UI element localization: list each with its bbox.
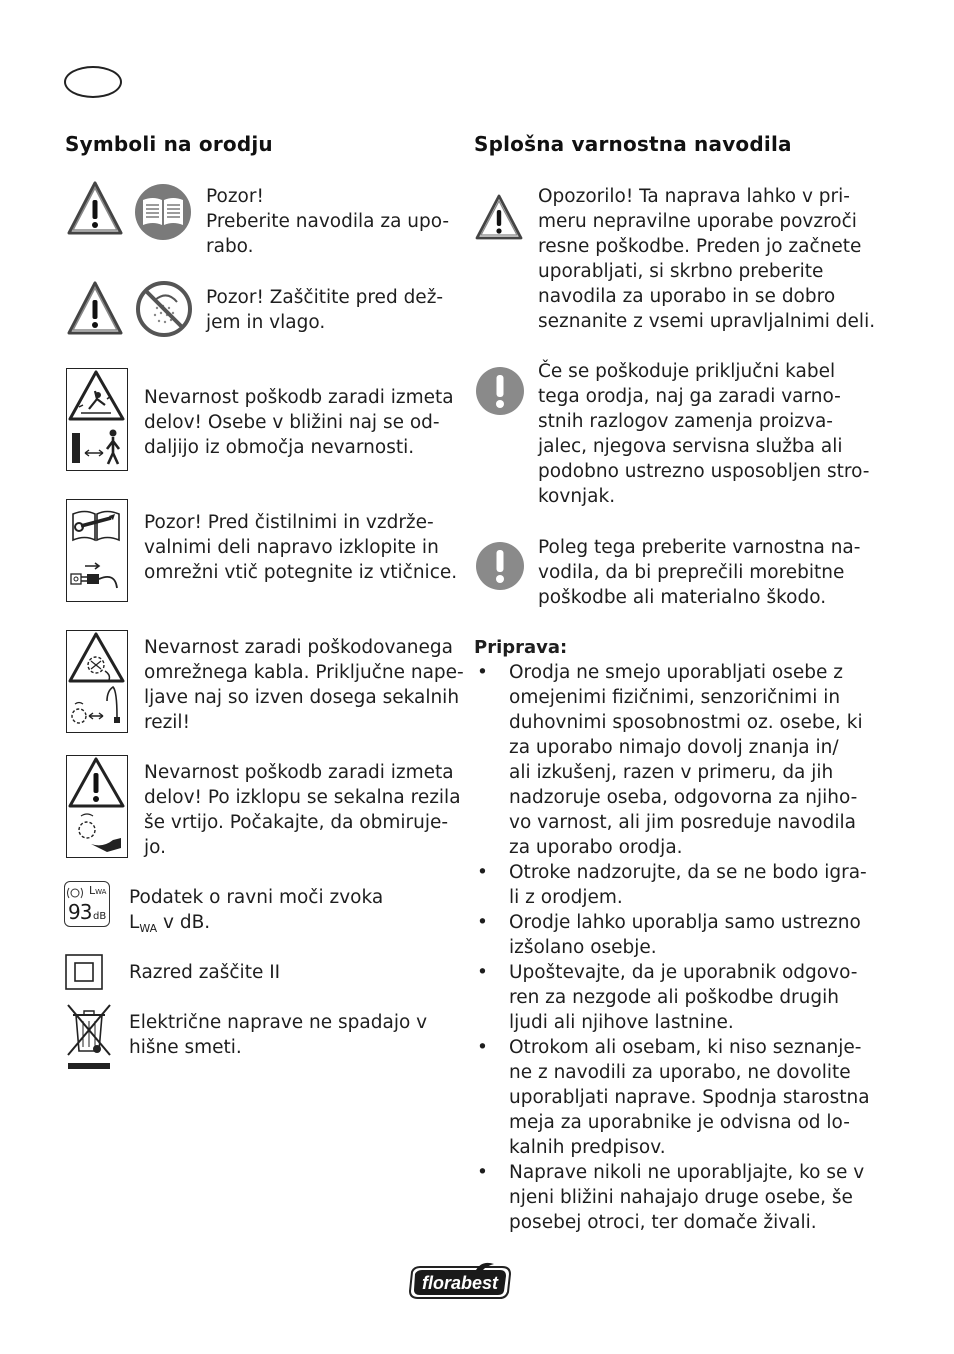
weee-bin-icon [64,1003,114,1071]
warning-triangle-icon [66,180,124,236]
sound-power-level-icon: LWA 93 dB [64,881,110,927]
protection-class-ii-icon [65,954,103,990]
no-rain-icon [135,280,193,338]
warning-triangle-icon [474,193,524,241]
unplug-maintenance-icon [66,499,128,602]
preparation-heading: Priprava: [474,637,568,658]
symbol-text-class-ii: Razred zaščite II [129,962,281,983]
symbol-text-sound-power: Podatek o ravni moči zvoka $L_{WA}$ v dB. [129,887,384,935]
symbol-text-thrown-parts: Nevarnost poškodb zaradi izmeta delov! Osebe v bližini naj se od- daljijo iz območja nevarnosti. [144,387,454,458]
damaged-cable-icon [66,630,128,733]
symbol-text-blades-rotate: Nevarnost poškodb zaradi izmeta delov! Po izklopu se sekalna rezila še vrtijo. Počakajte, da obmiruje- jo. [144,762,461,858]
symbol-text-weee: Električne naprave ne spadajo v hišne smeti. [129,1012,428,1058]
read-manual-icon [133,183,193,241]
list-item: • Orodja ne smejo uporabljati osebe z omejenimi fizičnimi, senzoričnimi in duhovnimi sposobnostmi oz. osebe, ki za uporabo nimajo dovolj znanja in/ ali izkušenj, razen v primeru, da jih nadzoruje oseba, odgovorna za njiho- vo varnost, ali jim posreduje navodila za uporabo orodja. [474,660,874,860]
svg-text:florabest: florabest [421,1273,499,1293]
exclamation-circle-icon [475,541,525,591]
symbol-text-unplug: Pozor! Pred čistilnimi in vzdrže- valnimi deli napravo izklopite in omrežni vtič potegnite iz vtičnice. [144,512,458,583]
list-item: • Orodje lahko uporablja samo ustrezno izšolano osebje. [474,910,874,960]
symbol-text-damaged-cable: Nevarnost zaradi poškodovanega omrežnega kabla. Priključne nape- ljave naj so izven dosega sekalnih rezil! [144,637,464,733]
thrown-parts-icon [66,368,128,471]
blades-rotate-icon [66,755,128,858]
list-item: • Naprave nikoli ne uporabljajte, ko se v njeni bližini nahajajo druge osebe, še posebej otroci, ter domače živali. [474,1160,874,1235]
safety-heading: Splošna varnostna navodila [474,132,792,156]
symbol-text-read-manual: Pozor! Preberite navodila za upo- rabo. [206,186,450,257]
list-item: • Otrokom ali osebam, ki niso seznanje- ne z navodili za uporabo, ne dovolite uporabljati naprave. Spodnja starostna meja za uporabnike je odvisna od lo- kalnih predpisov. [474,1035,874,1160]
sound-value: 93 [68,900,92,924]
list-item: • Upoštevajte, da je uporabnik odgovo- ren za nezgode ali poškodbe drugih ljudi ali njihove lastnine. [474,960,874,1035]
list-item: • Otroke nadzorujte, da se ne bodo igra- li z orodjem. [474,860,874,910]
warning-paragraph: Opozorilo! Ta naprava lahko v pri- meru nepravilne uporabe povzroči resne poškodbe. Preden jo začnete uporabljati, si skrbno preberite navodila za uporabo in se dobro seznanite z vsemi upravljalnimi deli. [538,186,876,332]
symbols-heading: Symboli na orodju [65,132,273,156]
florabest-logo [406,1262,516,1302]
exclamation-circle-icon [475,366,525,416]
warning-triangle-icon [66,280,124,336]
note-cable-paragraph: Če se poškoduje priključni kabel tega orodja, naj ga zaradi varno- stnih razlogov zamenja proizva- jalec, njegova servisna služba ali podobno ustrezno usposobljen stro- kovnjak. [538,361,870,507]
language-badge [64,66,122,98]
symbol-text-rain: Pozor! Zaščitite pred dež- jem in vlago. [206,287,444,333]
note-safety-paragraph: Poleg tega preberite varnostna na- vodila, da bi preprečili morebitne poškodbe ali materialno škodo. [538,537,861,608]
preparation-list [474,660,874,1235]
